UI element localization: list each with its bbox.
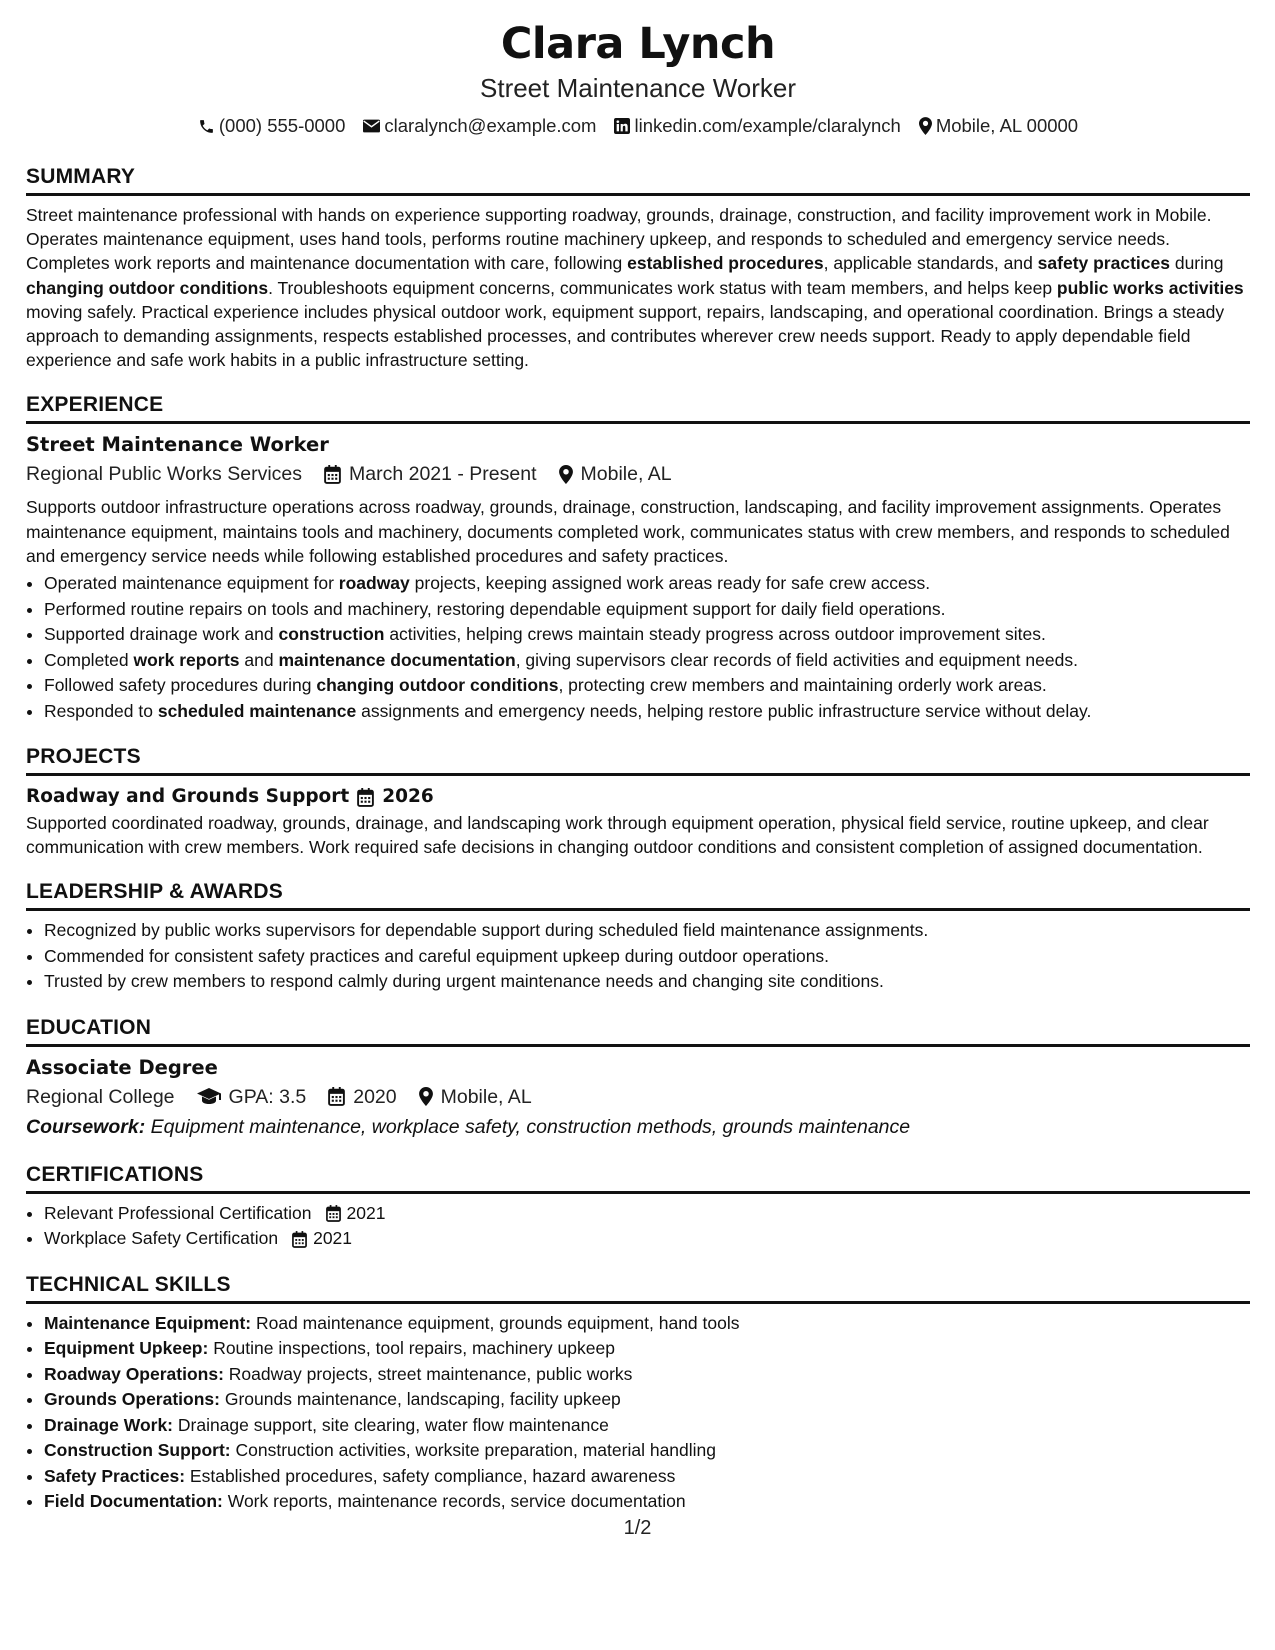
education-meta xyxy=(26,1082,1250,1112)
certification-name: • Relevant Professional Certification xyxy=(44,1202,312,1223)
experience-section xyxy=(26,391,1250,724)
calendar-icon xyxy=(324,465,341,484)
skills-list xyxy=(26,1311,1250,1515)
map-pin-icon xyxy=(419,1087,433,1106)
graduation-year: 2020 xyxy=(353,1085,397,1108)
project-title: Roadway and Grounds Support xyxy=(26,786,350,808)
summary-text xyxy=(26,203,1250,372)
contact-linkedin xyxy=(614,113,900,139)
skill-item xyxy=(44,1387,1250,1413)
section-heading: SUMMARY xyxy=(26,163,1250,196)
job-description: Supports outdoor infrastructure operations across roadway, grounds, drainage, construction, landscaping, and facility improvement assignments. Operates maintenance equipment, maintains tools and machinery, documents completed work, communicates status with crew members, and responds to scheduled and emergency service needs while following established procedures and safety practices. xyxy=(26,497,1230,566)
skill-item xyxy=(44,1336,1250,1362)
degree-title: Associate Degree xyxy=(26,1055,218,1079)
emphasis-text: scheduled maintenance xyxy=(157,700,357,721)
contact-phone xyxy=(198,113,346,139)
skill-item xyxy=(44,1413,1250,1439)
text-segment: , applicable standards, and xyxy=(823,253,1038,274)
certification-name: • Workplace Safety Certification xyxy=(44,1228,279,1249)
skill-value: Established procedures, safety compliance, hazard awareness xyxy=(185,1465,676,1486)
job-title: Street Maintenance Worker xyxy=(26,433,329,457)
text-segment: during xyxy=(1169,253,1224,274)
emphasis-text: maintenance documentation xyxy=(278,649,516,670)
emphasis-text: safety practices xyxy=(1037,253,1170,274)
job-location: Mobile, AL xyxy=(580,463,672,486)
skill-value: Roadway projects, street maintenance, public works xyxy=(223,1363,633,1384)
emphasis-text: roadway xyxy=(338,573,410,594)
text-segment: Completed xyxy=(44,649,134,670)
coursework-list: Equipment maintenance, workplace safety, construction methods, grounds maintenance xyxy=(150,1115,911,1138)
text-segment: projects, keeping assigned work areas ready for safe crew access. xyxy=(409,573,931,594)
skill-item xyxy=(44,1438,1250,1464)
text-segment: , giving supervisors clear records of field activities and equipment needs. xyxy=(515,649,1078,670)
calendar-icon xyxy=(328,1087,345,1106)
skill-label: Safety Practices: xyxy=(44,1465,186,1486)
text-segment: Operated maintenance equipment for xyxy=(44,573,339,594)
skill-item xyxy=(44,1311,1250,1337)
emphasis-text: established procedures xyxy=(627,253,824,274)
skill-label: Grounds Operations: xyxy=(44,1389,220,1410)
contact-bar xyxy=(26,113,1250,139)
certification-item xyxy=(44,1201,1250,1227)
text-segment: Supported drainage work and xyxy=(44,624,279,645)
coursework xyxy=(26,1112,1250,1142)
section-heading: TECHNICAL SKILLS xyxy=(26,1271,1250,1304)
section-heading: EXPERIENCE xyxy=(26,391,1250,424)
list-item: • Trusted by crew members to respond calmly during urgent maintenance needs and changing site conditions. xyxy=(44,969,1250,995)
certification-year: 2021 xyxy=(313,1228,353,1249)
skills-section xyxy=(26,1271,1250,1515)
skill-item xyxy=(44,1464,1250,1490)
candidate-name: Clara Lynch xyxy=(500,19,776,69)
contact-email xyxy=(363,113,596,139)
text-segment: and xyxy=(239,649,279,670)
graduation-cap-icon xyxy=(197,1088,221,1105)
job-title-heading: Street Maintenance Worker xyxy=(480,73,796,103)
certification-item xyxy=(44,1226,1250,1252)
project-year: 2026 xyxy=(382,786,434,808)
skill-item xyxy=(44,1362,1250,1388)
project-header xyxy=(26,783,1250,811)
linkedin-link[interactable]: linkedin.com/example/claralynch xyxy=(634,115,901,136)
phone-icon xyxy=(198,118,215,135)
coursework-label: Coursework: xyxy=(26,1115,146,1138)
calendar-icon xyxy=(326,1205,341,1222)
text-segment: activities, helping crews maintain steady progress across outdoor improvement sites. xyxy=(384,624,1046,645)
section-heading: CERTIFICATIONS xyxy=(26,1161,1250,1194)
summary-section xyxy=(26,163,1250,372)
text-segment: assignments and emergency needs, helping restore public infrastructure service without delay. xyxy=(356,700,1092,721)
certifications-section xyxy=(26,1161,1250,1252)
text-segment: Followed safety procedures during xyxy=(44,675,317,696)
list-item: • Commended for consistent safety practices and careful equipment upkeep during outdoor operations. xyxy=(44,944,1250,970)
education-section xyxy=(26,1014,1250,1142)
contact-location xyxy=(919,113,1078,139)
skill-value: Road maintenance equipment, grounds equipment, hand tools xyxy=(251,1312,740,1333)
email-link[interactable]: claralynch@example.com xyxy=(384,115,597,136)
skill-label: Construction Support: xyxy=(44,1440,231,1461)
job-bullet xyxy=(44,571,1250,597)
map-pin-icon xyxy=(559,465,573,484)
emphasis-text: work reports xyxy=(133,649,240,670)
text-segment: Performed routine repairs on tools and machinery, restoring dependable equipment support for daily field operations. xyxy=(44,598,946,619)
envelope-icon xyxy=(363,119,380,133)
text-segment: , protecting crew members and maintaining orderly work areas. xyxy=(558,675,1047,696)
skill-item xyxy=(44,1489,1250,1515)
projects-section xyxy=(26,743,1250,859)
school-name: Regional College xyxy=(26,1085,175,1108)
calendar-icon xyxy=(357,788,374,807)
location-text: Mobile, AL 00000 xyxy=(935,115,1079,136)
skill-value: Construction activities, worksite preparation, material handling xyxy=(230,1440,717,1461)
skill-label: Drainage Work: xyxy=(44,1414,174,1435)
job-bullet xyxy=(44,648,1250,674)
page-number: 1/2 xyxy=(623,1517,652,1539)
job-bullet xyxy=(44,699,1250,725)
text-segment: Responded to xyxy=(44,700,158,721)
emphasis-text: construction xyxy=(278,624,385,645)
skill-value: Work reports, maintenance records, service documentation xyxy=(222,1491,686,1512)
gpa-text: GPA: 3.5 xyxy=(228,1085,307,1108)
linkedin-icon xyxy=(614,118,630,134)
text-segment: moving safely. Practical experience includes physical outdoor work, equipment support, repairs, landscaping, and operational coordination. Brings a steady approach to demanding assignments, respects established processes, and contributes wherever crew needs support. Ready to apply dependable field experience and safe work habits in a public infrastructure setting. xyxy=(26,301,1225,371)
skill-label: Equipment Upkeep: xyxy=(44,1338,209,1359)
skill-label: Maintenance Equipment: xyxy=(44,1312,252,1333)
text-segment: . Troubleshoots equipment concerns, communicates work status with team members, and helps keep xyxy=(268,277,1057,298)
school-location: Mobile, AL xyxy=(440,1085,532,1108)
job-bullet-list xyxy=(26,571,1250,724)
project-description: Supported coordinated roadway, grounds, drainage, and landscaping work through equipment operation, physical field service, routine upkeep, and clear communication with crew members. Work required safe decisions in changing outdoor conditions and consistent completion of assigned documentation. xyxy=(26,813,1209,858)
section-heading: PROJECTS xyxy=(26,743,1250,776)
certification-list xyxy=(26,1201,1250,1252)
calendar-icon xyxy=(292,1231,307,1248)
job-bullet xyxy=(44,673,1250,699)
emphasis-text: changing outdoor conditions xyxy=(26,277,269,298)
leadership-section xyxy=(26,878,1250,995)
section-heading: LEADERSHIP & AWARDS xyxy=(26,878,1250,911)
section-heading: EDUCATION xyxy=(26,1014,1250,1047)
job-bullet xyxy=(44,622,1250,648)
resume-page xyxy=(26,18,1250,1515)
map-pin-icon xyxy=(919,117,932,135)
emphasis-text: public works activities xyxy=(1056,277,1244,298)
phone-text[interactable]: (000) 555-0000 xyxy=(218,115,346,136)
text-segment: Street maintenance professional with hands on experience supporting roadway, grounds, drainage, construction, and facility improvement work in Mobile. Operates maintenance equipment, uses hand tools, performs routine machinery upkeep, and responds to scheduled and emergency service needs. Completes work reports and maintenance documentation with care, following xyxy=(26,205,1212,274)
skill-value: Drainage support, site clearing, water flow maintenance xyxy=(173,1414,609,1435)
skill-label: Field Documentation: xyxy=(44,1491,223,1512)
skill-label: Roadway Operations: xyxy=(44,1363,224,1384)
job-bullet xyxy=(44,597,1250,623)
emphasis-text: changing outdoor conditions xyxy=(316,675,559,696)
job-meta xyxy=(26,459,1250,489)
skill-value: Grounds maintenance, landscaping, facility upkeep xyxy=(219,1389,621,1410)
resume-header xyxy=(26,18,1250,139)
leadership-list xyxy=(26,918,1250,995)
job-dates: March 2021 - Present xyxy=(349,463,537,486)
certification-year: 2021 xyxy=(346,1202,386,1223)
company-name: Regional Public Works Services xyxy=(26,463,302,486)
list-item: • Recognized by public works supervisors for dependable support during scheduled field maintenance assignments. xyxy=(44,918,1250,944)
skill-value: Routine inspections, tool repairs, machinery upkeep xyxy=(208,1338,615,1359)
